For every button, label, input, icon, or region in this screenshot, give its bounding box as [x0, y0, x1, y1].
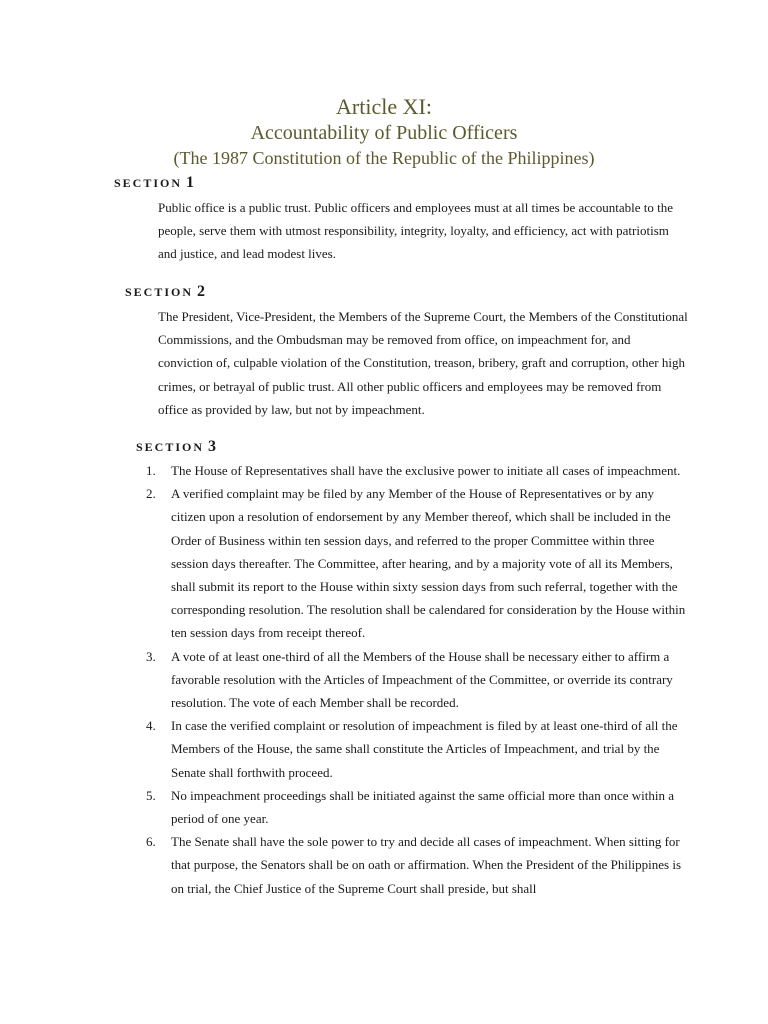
list-item: [146, 784, 686, 830]
list-item-number: 5.: [146, 787, 156, 803]
section-2-body: The President, Vice-President, the Members of the Supreme Court, the Members of the Constitutional Commissions, and the Ombudsman may be removed from office, on impeachment for, and conviction of, culpable violation of the Constitution, treason, bribery, graft and corruption, other high crimes, or betrayal of public trust. All other public officers and employees may be removed from office as provided by law, but not by impeachment.: [158, 309, 688, 417]
list-item-text: A vote of at least one-third of all the Members of the House shall be necessary either to affirm a favorable resolution with the Articles of Impeachment of the Committee, or override its contrary resolution. The vote of each Member shall be recorded.: [171, 648, 673, 711]
list-item-number: 1.: [146, 463, 156, 478]
constitution-caption: (The 1987 Constitution of the Republic of the Philippines): [173, 148, 595, 168]
section-2-heading: [125, 283, 205, 301]
section-2-number: 2: [197, 283, 206, 300]
list-item-number: 4.: [146, 718, 156, 734]
list-item-text: The Senate shall have the sole power to try and decide all cases of impeachment. When sitting for that purpose, the Senators shall be on oath or affirmation. When the President of the Philippines is on trial, the Chief Justice of the Supreme Court shall preside, but shall: [171, 834, 682, 896]
list-item: [146, 830, 686, 900]
list-item-text: No impeachment proceedings shall be initiated against the same official more than once within a period of one year.: [171, 787, 674, 827]
list-item: [146, 714, 686, 784]
list-item-number: 2.: [146, 486, 156, 502]
list-item-number: 3.: [146, 648, 156, 664]
section-2-label: SECTION: [125, 285, 194, 299]
section-1-heading: [114, 174, 194, 192]
list-item: [146, 459, 686, 482]
article-subtitle: Accountability of Public Officers: [250, 122, 518, 144]
section-1-number: 1: [186, 174, 195, 191]
list-item: [146, 482, 686, 644]
section-1-label: SECTION: [114, 176, 183, 190]
section-1-body: Public office is a public trust. Public officers and employees must at all times be accountable to the people, serve them with utmost responsibility, integrity, loyalty, and efficiency, act with patriotism and justice, and lead modest lives.: [158, 200, 674, 262]
list-item-number: 6.: [146, 834, 156, 850]
section-3-label: SECTION: [136, 440, 205, 454]
list-item-text: A verified complaint may be filed by any Member of the House of Representatives or by any citizen upon a resolution of endorsement by any Member thereof, which shall be included in the Order of Business within ten session days, and referred to the proper Committee within three session days thereafter. The Committee, after hearing, and by a majority vote of all its Members, shall submit its report to the House within sixty session days from such referral, together with the corresponding resolution. The resolution shall be calendared for consideration by the House within ten session days from receipt thereof.: [171, 486, 686, 641]
list-item: [146, 645, 686, 715]
article-title: Article XI:: [336, 94, 432, 119]
section-3-list: [146, 459, 686, 900]
list-item-text: The House of Representatives shall have the exclusive power to initiate all cases of impeachment.: [171, 463, 681, 478]
list-item-text: In case the verified complaint or resolution of impeachment is filed by at least one-third of all the Members of the House, the same shall constitute the Articles of Impeachment, and trial by the Senate shall forthwith proceed.: [171, 718, 678, 780]
section-3-number: 3: [208, 438, 217, 455]
section-3-heading: [136, 438, 216, 456]
